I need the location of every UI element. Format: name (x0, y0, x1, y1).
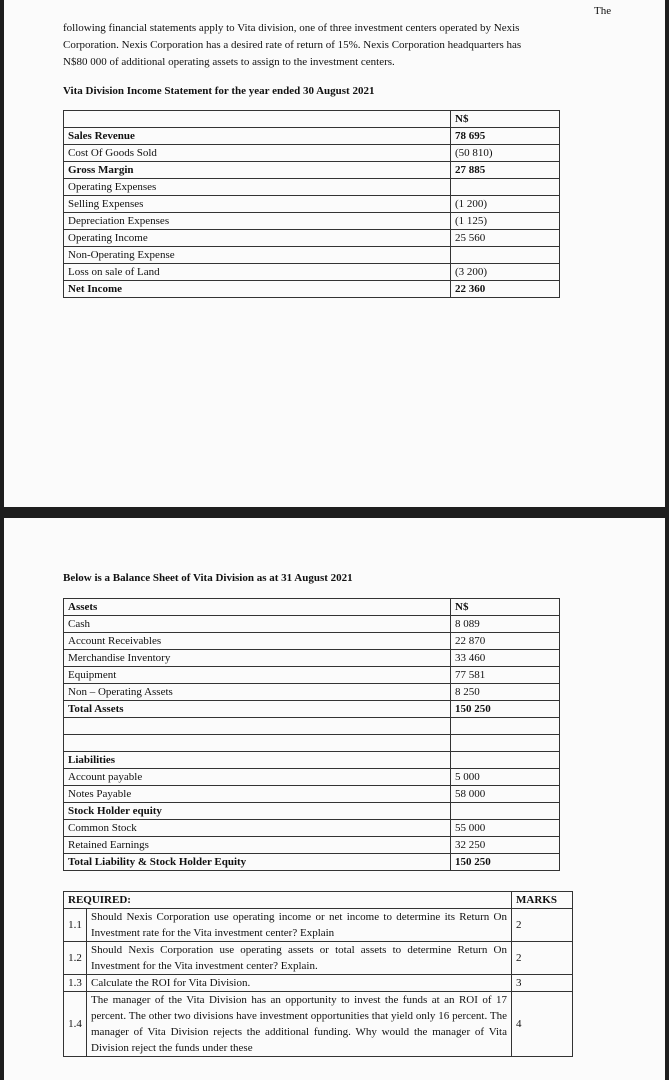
row-amount: 150 250 (451, 854, 560, 871)
document-page-1 (4, 0, 665, 507)
question-number: 1.1 (64, 909, 87, 942)
row-amount: 33 460 (451, 650, 560, 667)
intro-line-3: N$80 000 of additional operating assets to assign to the investment centers. (63, 56, 395, 68)
row-label: Non – Operating Assets (64, 684, 451, 701)
row-label: Loss on sale of Land (64, 264, 451, 281)
income-row (64, 213, 560, 230)
marks-heading: MARKS (512, 892, 573, 909)
required-header-row (64, 892, 573, 909)
row-label (64, 735, 451, 752)
blank-row (64, 735, 560, 752)
row-amount: N$ (451, 599, 560, 616)
question-text: Should Nexis Corporation use operating income or net income to determine its Return On Investment rate for the Vita investment center? Explain (87, 909, 512, 942)
row-amount (451, 718, 560, 735)
question-marks: 2 (512, 942, 573, 975)
row-label: Equipment (64, 667, 451, 684)
equity-row (64, 837, 560, 854)
row-label: Net Income (64, 281, 451, 298)
asset-row (64, 650, 560, 667)
row-amount: 77 581 (451, 667, 560, 684)
asset-row (64, 684, 560, 701)
question-row (64, 909, 573, 942)
row-label (64, 111, 451, 128)
row-amount: 8 089 (451, 616, 560, 633)
required-heading: REQUIRED: (64, 892, 512, 909)
income-row (64, 247, 560, 264)
question-row (64, 992, 573, 1057)
intro-line-1: following financial statements apply to Vita division, one of three investment centers operated by Nexis (63, 22, 520, 34)
row-label: Merchandise Inventory (64, 650, 451, 667)
row-amount: 22 360 (451, 281, 560, 298)
question-number: 1.2 (64, 942, 87, 975)
equity-header-row (64, 803, 560, 820)
assets-header-row (64, 599, 560, 616)
income-row (64, 162, 560, 179)
question-marks: 3 (512, 975, 573, 992)
asset-row (64, 616, 560, 633)
question-text: Calculate the ROI for Vita Division. (87, 975, 512, 992)
income-statement-table (63, 110, 560, 298)
row-amount: N$ (451, 111, 560, 128)
row-amount: (50 810) (451, 145, 560, 162)
row-amount (451, 752, 560, 769)
equity-row (64, 820, 560, 837)
row-amount: 150 250 (451, 701, 560, 718)
total-liability-equity-row (64, 854, 560, 871)
liabilities-header-row (64, 752, 560, 769)
row-label: Cash (64, 616, 451, 633)
income-row (64, 179, 560, 196)
document-page-2 (4, 518, 665, 1080)
income-row (64, 145, 560, 162)
row-amount (451, 247, 560, 264)
row-label: Total Liability & Stock Holder Equity (64, 854, 451, 871)
row-label: Notes Payable (64, 786, 451, 803)
intro-top-word: The (594, 5, 612, 17)
question-text: The manager of the Vita Division has an opportunity to invest the funds at an ROI of 17 percent. The other two divisions have investment opportunities that yield only 16 percent. The manager of Vita Division rejects the additional funding. Why would the manager of Vita Division reject the funds under these (87, 992, 512, 1057)
row-label: Operating Income (64, 230, 451, 247)
income-row (64, 281, 560, 298)
row-amount: 5 000 (451, 769, 560, 786)
row-label (64, 718, 451, 735)
row-label: Account Receivables (64, 633, 451, 650)
row-label: Assets (64, 599, 451, 616)
row-label: Total Assets (64, 701, 451, 718)
question-row (64, 942, 573, 975)
row-label: Cost Of Goods Sold (64, 145, 451, 162)
question-number: 1.4 (64, 992, 87, 1057)
row-amount: 27 885 (451, 162, 560, 179)
row-label: Depreciation Expenses (64, 213, 451, 230)
income-row (64, 264, 560, 281)
income-row (64, 128, 560, 145)
question-marks: 2 (512, 909, 573, 942)
row-label: Sales Revenue (64, 128, 451, 145)
row-label: Retained Earnings (64, 837, 451, 854)
total-assets-row (64, 701, 560, 718)
question-marks: 4 (512, 992, 573, 1057)
row-amount: 55 000 (451, 820, 560, 837)
row-amount (451, 803, 560, 820)
row-amount: 32 250 (451, 837, 560, 854)
row-amount: 58 000 (451, 786, 560, 803)
intro-line-2: Corporation. Nexis Corporation has a desired rate of return of 15%. Nexis Corporation headquarters has (63, 39, 522, 51)
income-statement-title: Vita Division Income Statement for the year ended 30 August 2021 (63, 85, 375, 97)
row-label: Liabilities (64, 752, 451, 769)
liability-row (64, 786, 560, 803)
balance-sheet-table (63, 598, 560, 871)
row-amount: (1 200) (451, 196, 560, 213)
row-amount: (1 125) (451, 213, 560, 230)
row-amount (451, 179, 560, 196)
row-amount: 78 695 (451, 128, 560, 145)
question-text: Should Nexis Corporation use operating assets or total assets to determine Return On Investment for the Vita investment center? Explain. (87, 942, 512, 975)
income-row (64, 230, 560, 247)
income-row (64, 196, 560, 213)
row-label: Account payable (64, 769, 451, 786)
currency-header-row (64, 111, 560, 128)
question-row (64, 975, 573, 992)
liability-row (64, 769, 560, 786)
row-amount: (3 200) (451, 264, 560, 281)
row-amount: 22 870 (451, 633, 560, 650)
required-table (63, 891, 573, 1057)
row-label: Stock Holder equity (64, 803, 451, 820)
asset-row (64, 633, 560, 650)
row-amount: 25 560 (451, 230, 560, 247)
asset-row (64, 667, 560, 684)
blank-row (64, 718, 560, 735)
row-label: Common Stock (64, 820, 451, 837)
row-amount (451, 735, 560, 752)
row-label: Gross Margin (64, 162, 451, 179)
question-number: 1.3 (64, 975, 87, 992)
row-label: Non-Operating Expense (64, 247, 451, 264)
balance-sheet-title: Below is a Balance Sheet of Vita Division as at 31 August 2021 (63, 572, 353, 584)
row-label: Operating Expenses (64, 179, 451, 196)
row-label: Selling Expenses (64, 196, 451, 213)
row-amount: 8 250 (451, 684, 560, 701)
